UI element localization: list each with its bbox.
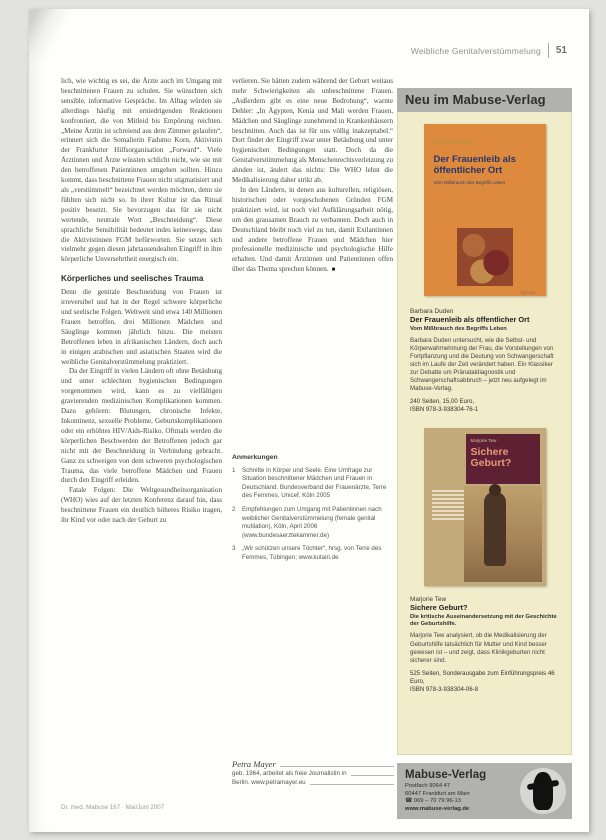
- publisher-address-box: [397, 763, 572, 819]
- rule-line: [280, 765, 394, 767]
- footnote-text: „Wir schützen unsere Töchter“, hrsg. von Terre des Femmes, Tübingen; www.kutairi.de: [242, 545, 382, 561]
- rule-line: [310, 783, 394, 785]
- rule-line: [351, 774, 394, 776]
- page-number: 51: [555, 45, 567, 56]
- book1-info: [410, 308, 559, 414]
- author-name-row: [232, 759, 394, 769]
- header-separator: [548, 43, 549, 58]
- author-bio-block: [232, 759, 394, 787]
- book2-cover-author: Marjorie Tew: [470, 438, 497, 444]
- book1-subtitle: Vom Mißbrauch des Begriffs Leben: [410, 325, 507, 332]
- footnote-item: [232, 506, 392, 540]
- article-paragraph-text: In den Ländern, in denen aus kulturellen, religiösen, historischen oder vorgeschobenen Gründen FGM praktiziert wird, ist noch viel Aufklärungsarbeit nötig, um den grausamen Brauch zu verbannen. Doch auch in Deutschland bleibt noch viel zu tun, damit Exilantinnen und andere betroffene Frauen und Mädchen hier professionelle medizinische und psychologische Hilfe erhalten. Und damit Ärztinnen und Patientinnen offen über das Thema sprechen können.: [232, 185, 393, 274]
- book2-cover: [424, 428, 546, 586]
- book1-description: Barbara Duden untersucht, wie die Selbst- und Körperwahrnehmung der Frau, die Vorstellungen von Fortpflanzung und die Deutung von Schwangerschaft sich im Laufe der Zeit verändert haben. Ein Klassiker zur Debatte um Pränataldiagnostik und Schwangerschaftsabbruch – jetzt neu aufgelegt im Mabuse-Verlag.: [410, 336, 554, 393]
- mabuse-logo: [520, 768, 566, 814]
- magazine-page: [29, 9, 589, 832]
- publisher-ad-sidebar: [397, 88, 572, 819]
- author-name: Petra Mayer: [232, 759, 276, 769]
- article-end-mark: ■: [331, 267, 336, 274]
- book1-cover-photo: [457, 228, 513, 286]
- footnote-number: 1: [232, 466, 236, 474]
- author-bio-text: [232, 769, 394, 787]
- article-paragraph: verlieren. Sie hätten zudem während der Geburt weitaus mehr Schwierigkeiten als unbeschnittene Frauen. „Außerdem gibt es eine neue Bedrohung“, warnte Dehler: „In Ägypten, Kenia und Mali werden Frauen, Mädchen und Säuglinge zunehmend in Krankenhäusern beschnitten. Auch das ist für uns völlig inakzeptabel.“ Dort findet der Eingriff zwar unter Betäubung und unter hygienischen Bedingungen statt. Doch da die Genitalverstümmelung als Menschenrechtsverletzung zu ahnden ist, ändert das nichts: Die WHO lehnt die Medikalisierung daher strikt ab.: [232, 77, 393, 185]
- article-column-left: [61, 77, 222, 793]
- publisher-phone: 069 – 70 79 96-13: [413, 798, 461, 805]
- book1-cover-imprint: Mabuse: [520, 290, 536, 295]
- author-bio-line: [232, 769, 394, 778]
- article-paragraph: Fatale Folgen: Die Weltgesundheitsorganisation (WHO) wies auf der letzten Konferenz darauf hin, dass beschnittene Frauen ein deutlich höheres Risiko tragen, ihr Kind vor oder nach der Geburt zu: [61, 486, 222, 525]
- page-corner-fold: [29, 9, 71, 67]
- section-title: Weibliche Genitalverstümmelung: [410, 45, 541, 56]
- sidebar-header: Neu im Mabuse-Verlag: [397, 88, 572, 112]
- publisher-pobox: Postfach 9064 47: [405, 783, 451, 789]
- book2-cover-figure: [484, 492, 506, 566]
- book1-title: Der Frauenleib als öffentlicher Ort: [410, 315, 530, 324]
- footnote-number: 2: [232, 505, 236, 513]
- book1-pages-price: 240 Seiten, 15,00 Euro,: [410, 398, 475, 406]
- publisher-website: www.mabuse-verlag.de: [405, 805, 470, 812]
- footnote-item: [232, 545, 392, 562]
- footnotes: [232, 454, 392, 568]
- publisher-name: Mabuse-Verlag: [405, 769, 487, 781]
- footnote-text: Empfehlungen zum Umgang mit Patientinnen nach weiblicher Genitalverstümmelung (female genital mutilation), Köln, April 2006 (www.bundesaerztekammer.de): [242, 505, 382, 539]
- book1-cover-subtitle: Vom Mißbrauch des Begriffs Leben: [433, 180, 506, 185]
- book2-info: [410, 596, 559, 693]
- book2-cover-title-band: [466, 434, 540, 484]
- page-header: [411, 43, 567, 58]
- footnote-text: Schnitte in Körper und Seele. Eine Umfrage zur Situation beschnittener Mädchen und Frauen in Deutschland. Bundesverband der Frauenärzte, Terre des Femmes, Unicef, Köln 2005: [242, 466, 387, 500]
- book2-title: Sichere Geburt?: [410, 603, 468, 613]
- article-paragraph: Da der Eingriff in vielen Ländern oft ohne Betäubung und unter schlechten hygienischen Bedingungen vorgenommen wird, kann es zu vielfältigen gravierenden medizinischen Komplikationen kommen. Dazu gehören: Blutungen, chronische Infekte, Inkontinenz, sexuelle Probleme, Geburtskomplikationen oder ein erhöhtes HIV/Aids-Risiko. Oftmals werden die körperlichen Beschwerden der Betroffenen jedoch gar nicht mit der Beschneidung in Verbindung gebracht. Ganz zu schweigen von dem schweren psychologischen Trauma, das viele betroffene Mädchen und Frauen durch den Eingriff erleiden.: [61, 367, 222, 485]
- book1-cover-title: Der Frauenleib als öffentlicher Ort: [433, 154, 516, 176]
- book1-cover: [424, 124, 546, 296]
- article-paragraph: lich, wie wichtig es sei, die Ärzte auch im Umgang mit beschnittenen Frauen zu schulen. Sie wünschten sich sensible, informative Gespräche. Im Alltag würden sie allerdings häufig mit erniedrigenden Reaktionen konfrontiert, die von Mitleid bis Empörung reichten. „Meine Ärztin ist schreiend aus dem Zimmer gelaufen“, erinnert sich die Somalierin Fadumo Korn, Aktivistin der Frankfurter Hilfsorganisation „Forward“. Viele Ärztinnen und Ärzte wüssten schlicht nicht, wie sie mit den betroffenen Patientinnen umgehen sollten. Hinzu kommt, dass beschnittene Frauen nicht stigmatisiert und als „verstümmelt“ bezeichnet werden möchten, denn sie fühlten sich nicht so. In ihrer Kultur ist das Ritual positiv besetzt. Sie bevorzugen das für sie nicht wertende, neutrale Wort „Beschneidung“. Diese sprachliche Sensibilität bedeutet indes keineswegs, dass die Aktivistinnen FGM befürworten. Sie setzen sich vielmehr gegen diesen jahrtausendealten Eingriff in ihre körperliche Unversehrtheit energisch ein.: [61, 77, 222, 264]
- article-column-middle: [232, 77, 393, 429]
- phone-icon: ☎: [405, 798, 413, 805]
- book1-isbn: ISBN 978-3-938304-76-1: [410, 406, 479, 414]
- book1-author: Barbara Duden: [410, 308, 454, 315]
- footnotes-heading: Anmerkungen: [232, 454, 278, 461]
- journal-footer: Dr. med. Mabuse 167 · Mai/Juni 2007: [61, 804, 165, 811]
- author-bio-line2: Berlin. www.petramayer.eu: [232, 779, 306, 786]
- footnote-number: 3: [232, 545, 236, 553]
- book2-cover-photo: [464, 486, 542, 582]
- book2-isbn: ISBN 978-3-938304-06-8: [410, 685, 479, 693]
- article-subheading: Körperliches und seelisches Trauma: [61, 274, 204, 284]
- book2-subtitle: Die kritische Auseinandersetzung mit der Geschichte der Geburtshilfe.: [410, 614, 557, 628]
- book2-author: Marjorie Tew: [410, 596, 447, 604]
- article-paragraph: [232, 186, 393, 276]
- book2-cover-title: Sichere Geburt?: [470, 446, 512, 469]
- book2-description: Marjorie Tew analysiert, ob die Medikalisierung der Geburtshilfe tatsächlich für Mutter und Kind besser gewesen ist – und zeigt, dass Klinikgeburten nicht sicherer sind.: [410, 632, 547, 664]
- author-bio-line1: geb. 1964, arbeitet als freie Journalistin in: [232, 770, 347, 777]
- footnote-item: [232, 467, 392, 501]
- sidebar-panel: [397, 112, 572, 755]
- publisher-city: 60447 Frankfurt am Main: [405, 790, 470, 797]
- article-paragraph: Denn die genitale Beschneidung von Frauen ist irreversibel und hat in der Regel schwere körperliche und seelische Folgen. Weltweit sind etwa 140 Millionen Frauen betroffen, drei Millionen Mädchen und Säuglinge kommen jährlich hinzu. Die meisten Betroffenen leben in afrikanischen Ländern, doch auch in einigen arabischen und asiatischen Staaten wird die weibliche Genitalverstümmelung praktiziert.: [61, 288, 222, 366]
- book2-pages-price: 525 Seiten, Sonderausgabe zum Einführungspreis 46 Euro,: [410, 669, 555, 685]
- author-bio-line: [232, 778, 394, 787]
- book2-cover-blurb-lines: [432, 490, 466, 522]
- book1-cover-author: Barbara Duden: [433, 140, 475, 146]
